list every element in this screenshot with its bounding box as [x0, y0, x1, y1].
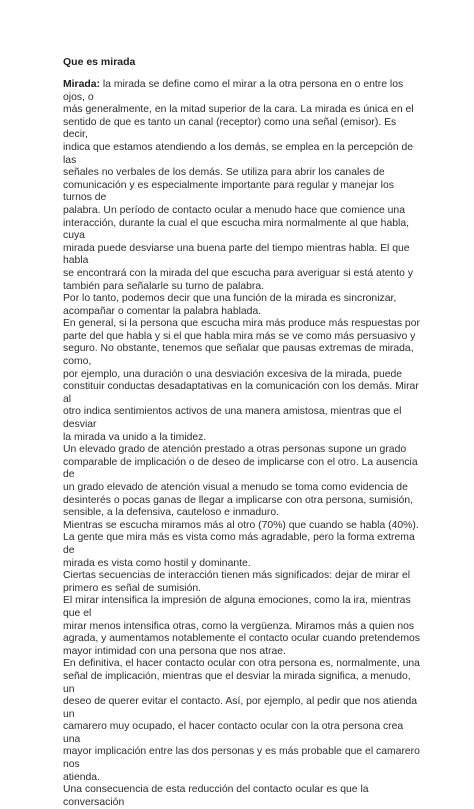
- paragraph-conclusion: En definitiva, el hacer contacto ocular con otra persona es, normalmente, una señal de implicación, mientras que el desviar la mirada significa, a menudo, un deseo de querer evitar el contacto. Así, por ejemplo, al pedir que nos atienda un camarero muy ocupado, el hacer contacto ocular con la otra persona crea una mayor implicación entre las dos personas y es más probable que el camarero nos atienda.: [63, 658, 420, 783]
- paragraph-percentages: Mientras se escucha miramos más al otro (70%) que cuando se habla (40%).: [63, 519, 419, 531]
- paragraph-attention: Un elevado grado de atención prestado a otras personas supone un grado comparable de implicación o de deseo de implicarse con el otro. La ausencia de un grado elevado de atención visual a menudo se toma como evidencia de desinterés o pocas ganas de llegar a implicarse con otra persona, sumisión, sensible, a la defensiva, cauteloso e inmaduro.: [63, 444, 418, 519]
- paragraph-consequence: Una consecuencia de esta reducción del contacto ocular es que la conversación: [63, 784, 369, 808]
- paragraph-mirada-definition: [63, 79, 422, 293]
- paragraph-text: la mirada se define como el mirar a la otra persona en o entre los ojos, o más generalmente, en la mitad superior de la cara. La mirada es única en el sentido de que es tanto un canal (receptor) como una señal (emisor). Es decir, indica que estamos atendiendo a los demás, se emplea en la percepción de las señales no verbales de los demás. Se utiliza para abrir los canales de comunicación y es especialmente importante para regular y manejar los turnos de palabra. Un período de contacto ocular a menudo hace que comience una interacción, durante la cual el que escucha mira normalmente al que habla, cuya mirada puede desviarse una buena parte del tiempo mientras habla. El que habla se encontrará con la mirada del que escucha para averiguar si está atento y también para señalarle su turno de palabra.: [63, 79, 414, 292]
- paragraph-function: Por lo tanto, podemos decir que una función de la mirada es sincronizar, acompañar o comentar la palabra hablada.: [63, 293, 397, 317]
- document-body: [63, 79, 422, 809]
- paragraph-agreeable: La gente que mira más es vista como más agradable, pero la forma extrema de mirada es vista como hostil y dominante.: [63, 532, 415, 569]
- document-title: Que es mirada: [63, 56, 136, 68]
- lead-term: Mirada:: [63, 79, 100, 90]
- paragraph-emotions: El mirar intensifica la impresión de alguna emociones, como la ira, mientras que el mirar menos intensifica otras, como la vergüenza. Miramos más a quien nos agrada, y aumentamos notablemente el contacto ocular cuando pretendemos mayor intimidad con una persona que nos atrae.: [63, 595, 420, 657]
- paragraph-general: En general, si la persona que escucha mira más produce más respuestas por parte del que habla y si el que habla mira más se ve como más persuasivo y seguro. No obstante, tenemos que señalar que pausas extremas de mirada, como, por ejemplo, una duración o una desviación excesiva de la mirada, puede constituir conductas desadaptativas en la comunicación con los demás. Mirar al otro indica sentimientos activos de una manera amistosa, mientras que el desviar la mirada va unido a la timidez.: [63, 318, 420, 443]
- paragraph-sequences: Ciertas secuencias de interacción tienen más significados: dejar de mirar el primero es señal de sumisión.: [63, 570, 411, 594]
